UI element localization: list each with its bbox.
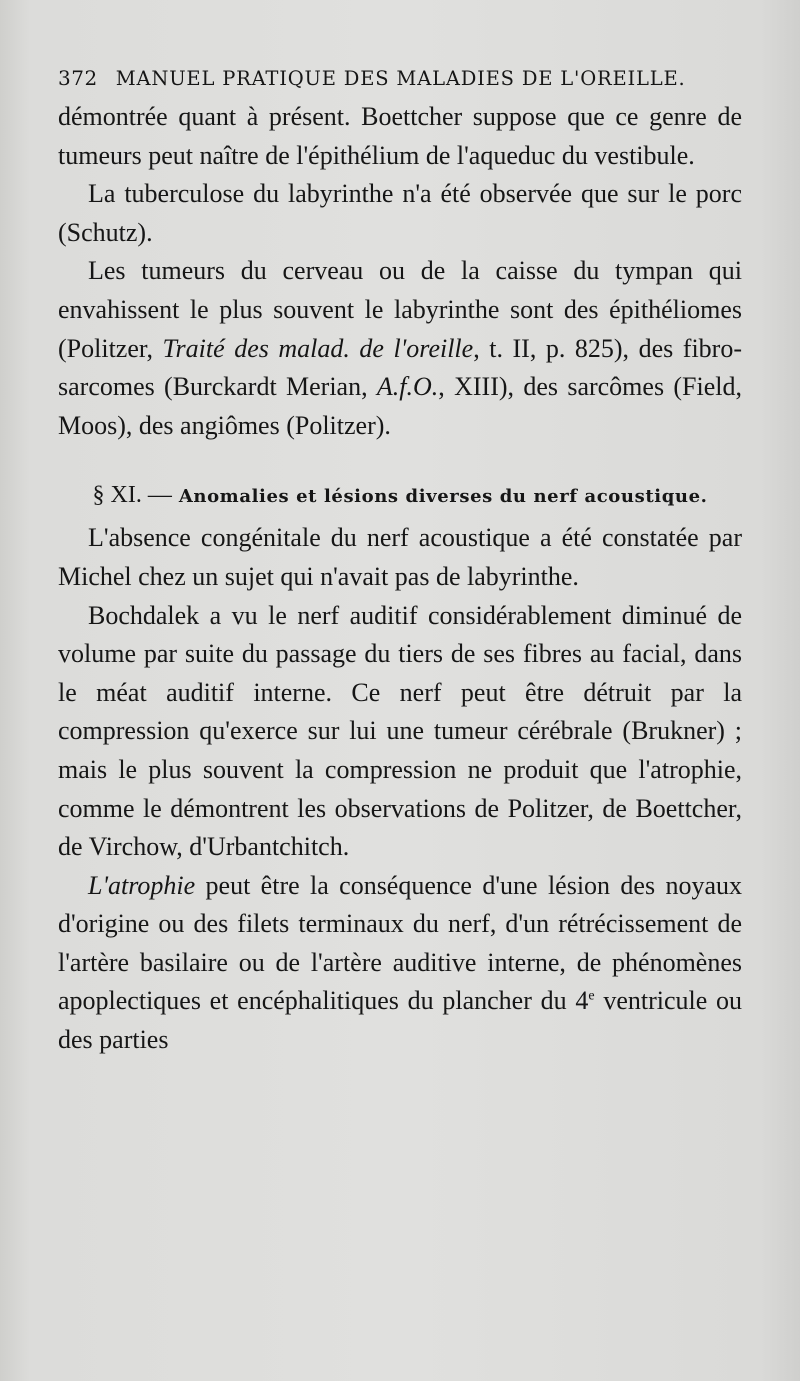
paragraph-atrophie <box>58 867 742 1060</box>
text-run: , t. II, p. 825), des fibro-sarcomes (Burckardt Merian, <box>58 333 742 402</box>
body-text <box>58 98 742 1060</box>
section-title: Anomalies et lésions diverses du nerf acoustique. <box>178 486 708 508</box>
italic-lead: L'atrophie <box>88 870 196 900</box>
running-header <box>58 58 742 98</box>
page-number: 372 <box>58 66 98 90</box>
text-run: ventricule ou des parties <box>58 986 742 1055</box>
page-content <box>58 58 742 1060</box>
text-run: , XIII), des sarcômes (Field, Moos), des angiômes (Politzer). <box>58 372 742 440</box>
citation-title: Traité des malad. de l'oreille <box>162 333 474 363</box>
paragraph-bochdalek: Bochdalek a vu le nerf auditif considérablement diminué de volume par suite du passage du tiers de ses fibres au facial, dans le méat auditif interne. Ce nerf peut être détruit par la compression qu'exerce sur lui une tumeur cérébrale (Brukner) ; mais le plus souvent la compression ne produit que l'atrophie, comme le démontrent les observations de Politzer, de Boettcher, de Virchow, d'Urbantchitch. <box>58 600 742 862</box>
section-number: § XI. — <box>92 482 172 509</box>
paragraph-tuberculose: La tuberculose du labyrinthe n'a été observée que sur le porc (Schutz). <box>58 179 742 247</box>
superscript: e <box>588 988 595 1004</box>
paragraph-continuation: démontrée quant à présent. Boettcher suppose que ce genre de tumeurs peut naître de l'épithélium de l'aqueduc du vestibule. <box>58 102 742 170</box>
running-title: MANUEL PRATIQUE DES MALADIES DE L'OREILLE. <box>115 67 686 90</box>
paragraph-absence: L'absence congénitale du nerf acoustique a été constatée par Michel chez un sujet qui n'avait pas de labyrinthe. <box>58 523 742 591</box>
text-run: peut être la conséquence d'une lésion des noyaux d'origine ou des filets terminaux du nerf, d'un rétrécissement de l'artère basilaire ou de l'artère auditive interne, de phénomènes apoplectiques et encéphalitiques du plancher du 4 <box>58 870 742 1016</box>
paragraph-tumeurs <box>58 252 742 445</box>
text-run: Les tumeurs du cerveau ou de la caisse du tympan qui envahissent le plus souvent le labyrinthe sont des épithéliomes (Politzer, <box>58 256 742 363</box>
citation-journal: A.f.O. <box>376 372 439 402</box>
section-heading <box>58 481 742 511</box>
